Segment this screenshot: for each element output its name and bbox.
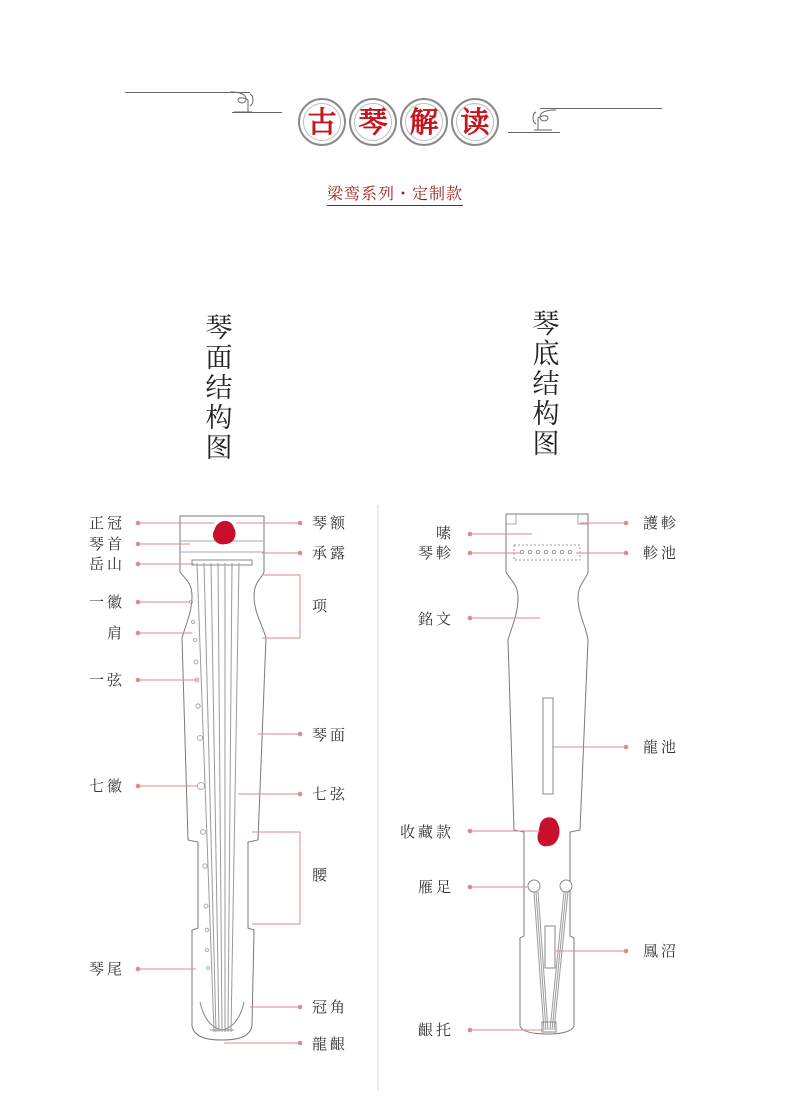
back-title-char: 底 [532, 339, 560, 370]
leader-dot [624, 551, 629, 556]
label-yintuo: 齦托 [418, 1021, 455, 1039]
label-fengzhao: 鳳沼 [643, 942, 680, 960]
front-title-char: 琴 [205, 313, 233, 344]
leader-dot [136, 631, 141, 636]
label-yao: 腰 [312, 866, 331, 884]
label-longyin: 龍齦 [312, 1035, 349, 1053]
leader-dot [468, 551, 473, 556]
back-collector-stamp [537, 817, 559, 846]
leader-dot [298, 792, 303, 797]
title-char-4: 读 [460, 104, 490, 139]
label-yanzu: 雁足 [418, 878, 455, 896]
front-guqin-outline [180, 516, 266, 1040]
leader-dot [624, 521, 629, 526]
leader-dot [298, 521, 303, 526]
back-title-char: 琴 [532, 309, 560, 340]
title-char-2: 琴 [358, 104, 388, 139]
front-strings [197, 563, 239, 1032]
label-zhenchi: 軫池 [643, 544, 680, 562]
leader-dot [136, 600, 141, 605]
label-qinmian: 琴面 [312, 726, 349, 744]
front-title-char: 结 [205, 373, 233, 404]
leader-dot [298, 1005, 303, 1010]
leader-dot [468, 829, 473, 834]
leader-dot [136, 784, 141, 789]
front-title-char: 图 [205, 433, 233, 464]
bracket-neck [262, 575, 300, 638]
back-tuning-pegs [520, 550, 571, 553]
leader-dot [624, 745, 629, 750]
leader-dot [468, 616, 473, 621]
front-seal-stamp [213, 521, 236, 544]
back-phoenix-pool [545, 926, 555, 968]
leader-dot [298, 551, 303, 556]
back-title-char: 构 [532, 399, 560, 430]
label-qinwei: 琴尾 [89, 960, 126, 978]
leader-dot [298, 1041, 303, 1046]
back-dragon-pool [543, 698, 553, 794]
back-goose-foot-left [528, 880, 540, 892]
front-yueshan-bridge [192, 560, 252, 565]
label-yihui: 一徽 [89, 593, 126, 611]
back-corner-left [506, 514, 516, 524]
back-goose-foot-right [560, 880, 572, 892]
label-jian: 肩 [107, 624, 126, 642]
title-char-3: 解 [409, 104, 439, 139]
subtitle-text: 梁鸾系列・定制款 [327, 184, 463, 206]
back-title-char: 结 [532, 369, 560, 400]
leader-dot [136, 562, 141, 567]
title-char-1: 古 [307, 104, 337, 139]
label-guanjiao: 冠角 [312, 998, 349, 1016]
label-su: 嗉 [436, 524, 455, 542]
leader-dot [468, 532, 473, 537]
label-yueshan: 岳山 [89, 555, 126, 573]
label-qinshou: 琴首 [89, 535, 126, 553]
label-shoucangkuan: 收藏款 [400, 823, 455, 841]
label-qixian: 七弦 [312, 785, 349, 803]
label-chenglu: 承露 [312, 544, 349, 562]
label-longchi: 龍池 [643, 738, 680, 756]
label-mingwen: 銘文 [418, 610, 455, 628]
label-huzhen: 護軫 [643, 514, 680, 532]
leader-dot [468, 885, 473, 890]
label-qinzhen: 琴軫 [418, 544, 455, 562]
leader-dot [298, 732, 303, 737]
back-strings [534, 892, 568, 1030]
back-title-char: 图 [532, 429, 560, 460]
leader-dot [468, 1028, 473, 1033]
back-guqin-outline [506, 514, 588, 1034]
label-xiang: 项 [312, 597, 331, 615]
front-title-char: 面 [205, 343, 233, 374]
front-title-char: 构 [205, 403, 233, 434]
leader-dot [624, 949, 629, 954]
label-qihui: 七徽 [89, 777, 126, 795]
bracket-waist [252, 832, 300, 924]
leader-dot [136, 967, 141, 972]
leader-dot [136, 678, 141, 683]
label-yixian: 一弦 [89, 671, 126, 689]
label-qine: 琴额 [312, 514, 349, 532]
label-zhengguan: 正冠 [89, 514, 126, 532]
leader-dot [136, 521, 141, 526]
leader-dot [136, 542, 141, 547]
